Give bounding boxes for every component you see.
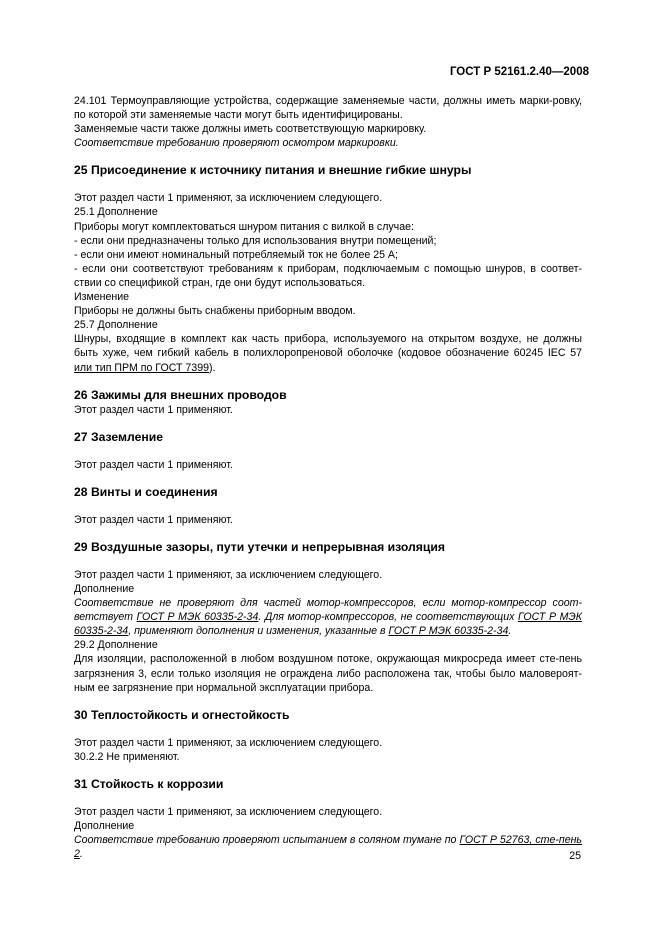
standard-link[interactable]: или тип ПРМ по ГОСТ 7399	[74, 361, 209, 374]
text-run: , применяют дополнения и изменения, указанные в	[128, 625, 389, 638]
text-run: Соответствие требованию проверяют испытанием в соляном тумане по	[74, 834, 460, 847]
compliance-note: Соответствие требованию проверяют осмотром маркировки.	[74, 137, 399, 150]
paragraph: Дополнение	[74, 582, 135, 595]
paragraph: Этот раздел части 1 применяют, за исключением следующего.	[74, 805, 383, 818]
clause-25-7: 25.7 Дополнение	[74, 319, 158, 332]
clause-30-2-2: 30.2.2 Не применяют.	[74, 750, 180, 763]
paragraph	[74, 332, 582, 374]
text-run: ).	[208, 361, 216, 374]
paragraph: Этот раздел части 1 применяют, за исключением следующего.	[74, 568, 383, 581]
section-heading-30: 30 Теплостойкость и огнестойкость	[74, 707, 290, 722]
bullet-item: - если они соответствуют требованиям к приборам, подключаемым с помощью шнуров, в соответ-ствии со спецификой стран, где они будут использоваться.	[74, 262, 582, 289]
paragraph: Заменяемые части также должны иметь соответствующую маркировку.	[74, 123, 427, 136]
text-run: Соответствие не проверяют для частей мотор-компрессоров, если мотор-компрессор соот-ветствует	[74, 597, 582, 624]
section-heading-31: 31 Стойкость к коррозии	[74, 776, 224, 791]
section-heading-27: 27 Заземление	[74, 429, 164, 444]
paragraph: Этот раздел части 1 применяют, за исключением следующего.	[74, 192, 383, 205]
paragraph: Этот раздел части 1 применяют.	[74, 403, 233, 416]
page-content	[74, 94, 582, 861]
page-number: 25	[569, 850, 581, 862]
standard-link[interactable]: ГОСТ Р МЭК 60335-2-34	[388, 625, 509, 638]
text-run: .	[79, 848, 83, 861]
paragraph: Этот раздел части 1 применяют, за исключением следующего.	[74, 736, 383, 749]
standard-link[interactable]: ГОСТ Р 52763, сте-пень 2	[74, 834, 582, 861]
text-run: .	[508, 625, 512, 638]
text-run: . Для мотор-компрессоров, не соответствующих	[258, 611, 518, 624]
compliance-note	[74, 833, 582, 861]
paragraph: Приборы могут комплектоваться шнуром питания с вилкой в случае:	[74, 220, 414, 233]
paragraph: Приборы не должны быть снабжены приборным вводом.	[74, 305, 356, 318]
clause-24-101: 24.101 Термоуправляющие устройства, содержащие заменяемые части, должны иметь марки-ровку, по которой эти заменяемые части могут быть идентифицированы.	[74, 95, 582, 122]
standard-link[interactable]: ГОСТ Р МЭК 60335-2-34	[74, 611, 582, 638]
section-heading-29: 29 Воздушные зазоры, пути утечки и непрерывная изоляция	[74, 539, 445, 554]
bullet-item: - если они предназначены только для использования внутри помещений;	[74, 234, 437, 247]
standard-link[interactable]: ГОСТ Р МЭК 60335-2-34	[136, 611, 259, 624]
document-id-header: ГОСТ Р 52161.2.40—2008	[449, 66, 589, 78]
paragraph: Для изоляции, расположенной в любом воздушном потоке, окружающая микросреда имеет сте-пень загрязнения 3, если только изоляция не ограждена либо расположена так, чтобы было маловероят-ным ее загрязнение при нормальной эксплуатации прибора.	[74, 653, 582, 694]
clause-29-2: 29.2 Дополнение	[74, 639, 158, 652]
section-heading-28: 28 Винты и соединения	[74, 484, 218, 499]
paragraph: Этот раздел части 1 применяют.	[74, 458, 233, 471]
paragraph: Этот раздел части 1 применяют.	[74, 513, 233, 526]
paragraph: Изменение	[74, 291, 130, 304]
section-heading-25: 25 Присоединение к источнику питания и внешние гибкие шнуры	[74, 163, 472, 178]
section-heading-26: 26 Зажимы для внешних проводов	[74, 387, 287, 402]
text-run: Шнуры, входящие в комплект как часть прибора, используемого на открытом воздухе, не должны быть хуже, чем гибкий кабель в полихлоропреновой оболочке (кодовое обозначение 60245 IEC 57	[74, 333, 582, 360]
paragraph: Дополнение	[74, 820, 135, 832]
compliance-note	[74, 596, 582, 638]
clause-25-1: 25.1 Дополнение	[74, 206, 158, 219]
bullet-item: - если они имеют номинальный потребляемый ток не более 25 А;	[74, 248, 398, 261]
